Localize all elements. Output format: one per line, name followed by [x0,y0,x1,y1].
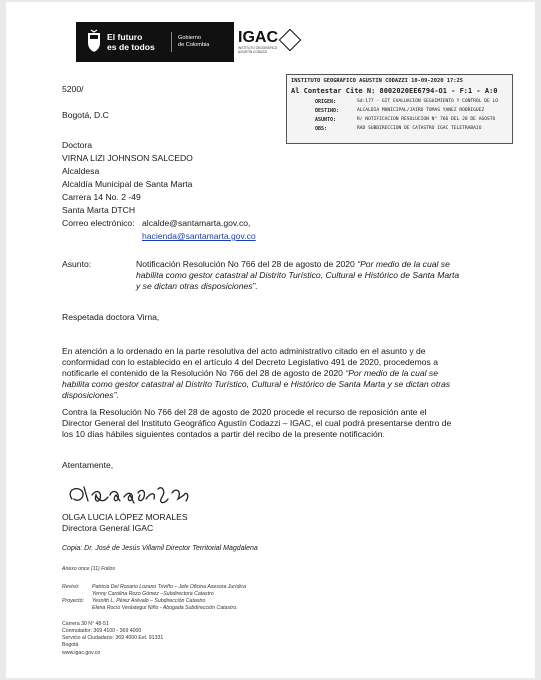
email-label: Correo electrónico: [62,218,135,228]
header-divider [171,32,172,52]
projected-label: Proyectó: [62,598,84,604]
paragraph-1-line-5: disposiciones”. [62,390,119,400]
stamp-destination-value: ALCALDIA MUNICIPAL/JAIRO TOMAS YANEZ RODRIGUEZ [357,108,485,113]
igac-logo [234,22,302,62]
salutation: Respetada doctora Virna, [62,312,160,322]
email-link-alcalde[interactable]: alcalde@santamarta.gov.co, [142,218,251,228]
recipient-role: Alcaldesa [62,166,100,176]
reference-number: 5200/ [62,84,84,94]
reviewed-by-1: Patricia Del Rosario Lozano Triviño – Jefe Oficina Asesora Jurídica [92,584,246,590]
email-link-hacienda[interactable]: hacienda@santamarta.gov.co [142,231,256,241]
letter-page [6,2,535,678]
recipient-entity: Alcaldía Municipal de Santa Marta [62,179,193,189]
subject-line-3: y se dictan otras disposiciones”. [136,281,258,291]
paragraph-1-line-2: conformidad con lo establecido en el artículo 4 del Decreto Legislativo 491 de 2020, procedemos a [62,357,438,367]
subject-line-1: Notificación Resolución No 766 del 28 de agosto de 2020 “Por medio de la cual se [136,259,450,269]
paragraph-2-line-3: los 10 días hábiles siguientes contados a partir del recibo de la presente notificación. [62,429,385,439]
recipient-name: VIRNA LIZI JOHNSON SALCEDO [62,153,193,163]
footer-citizen-service: Servicio al Ciudadano: 369 4000 Ext. 91331 [62,635,164,641]
projected-by-2: Elena Rocío Verástegui Niño - Abogada Subdirección Catastro. [92,605,238,611]
footer-address: Carrera 30 N° 48-51 [62,621,109,627]
closing: Atentamente, [62,460,114,470]
paragraph-1-line-4: habilita como gestor catastral al Distrito Turístico, Cultural e Histórico de Santa Marta y se dictan otras [62,379,451,389]
footer-website-link[interactable]: www.igac.gov.co [62,650,101,656]
stamp-line-1: INSTITUTO GEOGRAFICO AGUSTIN CODAZZI 10-09-2020 17:25 [291,78,464,84]
coat-of-arms-icon [86,29,102,53]
radication-stamp [286,74,513,144]
igac-logo-text: IGAC [238,29,278,46]
recipient-title: Doctora [62,140,93,150]
recipient-address: Carrera 14 No. 2 -49 [62,192,141,202]
stamp-obs-label: OBS: [315,126,328,132]
stamp-line-2: Al Contestar Cite N: 8002020EE6794-O1 - F:1 - A:0 [291,87,498,95]
copy-line: Copia: Dr. José de Jesús Villamil Director Territorial Magdalena [62,545,258,552]
stamp-origin-label: ORIGEN: [315,99,337,105]
paragraph-2-line-1: Contra la Resolución No 766 del 28 de agosto de 2020 procede el recurso de reposición ante el [62,407,427,417]
subject-label: Asunto: [62,259,92,269]
government-text: Gobierno de Colombia [178,35,210,48]
handwritten-signature [66,477,216,511]
paragraph-2-line-2: Director General del Instituto Geográfico Agustín Codazzi – IGAC, el cual podrá presentarse dentro de [62,418,452,428]
brand-text: El futuro es de todos [107,32,155,52]
annex-line: Anexo once (11) Folios [62,566,115,572]
subject-line-2: habilita como gestor catastral al Distrito Turístico, Cultural e Histórico de Santa Marta [136,270,460,280]
city-date: Bogotá, D.C [62,110,109,120]
stamp-subject-label: ASUNTO: [315,117,337,123]
stamp-subject-value: R/ NOTIFICACION RESOLUCION N° 766 DEL 28 DE AGOSTO [357,117,496,122]
paragraph-1-line-1: En atención a lo ordenado en la parte resolutiva del acto administrativo citado en el asunto y de [62,346,426,356]
signer-role: Directora General IGAC [62,523,154,533]
projected-by-1: Yesnith L. Pérez Arévalo – Subdirección Catastro [92,598,206,604]
reviewed-by-2: Yenny Carolina Rozo Gómez –Subdirectora Catastro [92,591,214,597]
footer-switchboard: Conmutador: 369 4100 - 369 4000 [62,628,142,634]
igac-diamond-icon [279,29,302,52]
igac-logo-subtitle: INSTITUTO GEOGRÁFICO AGUSTÍN CODAZZI [238,46,278,54]
stamp-destination-label: DESTINO: [315,108,340,114]
stamp-obs-value: RAD SUBDIRECCION DE CATASTRO IGAC TELETRABAJO [357,126,482,131]
paragraph-1-line-3: notificarle el contenido de la Resolución No 766 del 28 de agosto de 2020 “Por medio de la cual se [62,368,438,378]
signer-name: OLGA LUCIA LÓPEZ MORALES [62,512,188,522]
stamp-origin-value: Sd:177 - GIT EVALUACION SEGUIMIENTO Y CONTROL DE LO [357,99,499,104]
footer-city: Bogotá [62,642,79,648]
recipient-city: Santa Marta DTCH [62,205,136,215]
reviewed-label: Revisó: [62,584,80,590]
header-band [76,22,302,62]
